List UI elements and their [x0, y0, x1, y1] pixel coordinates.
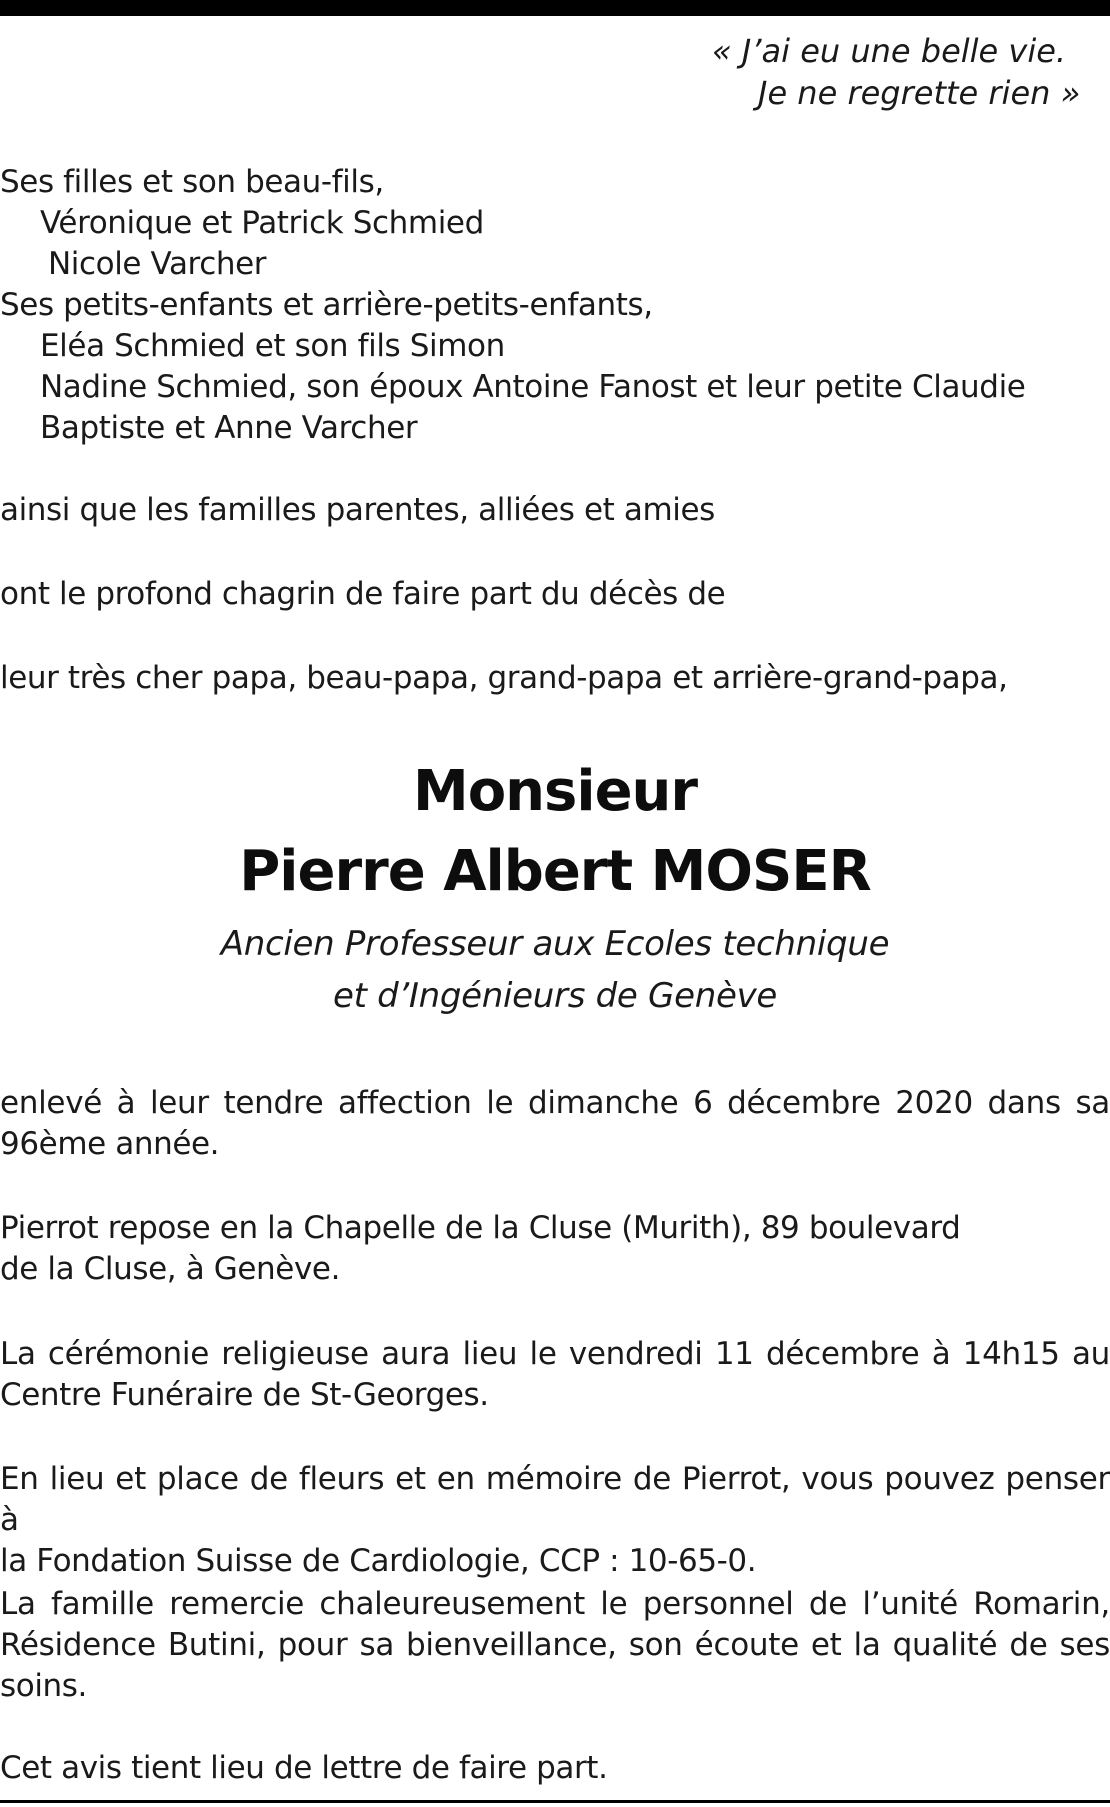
paragraph-line: soins.	[0, 1668, 87, 1704]
paragraph-line: enlevé à leur tendre affection le dimanche 6 décembre 2020 dans sa	[0, 1085, 1110, 1121]
family-member: Nicole Varcher	[48, 246, 267, 282]
death-paragraph	[0, 1083, 1110, 1165]
family-member: Eléa Schmied et son fils Simon	[40, 328, 505, 364]
top-rule	[0, 0, 1110, 16]
paragraph-line: La famille remercie chaleureusement le personnel de l’unité Romarin,	[0, 1586, 1110, 1622]
ceremony-paragraph	[0, 1334, 1110, 1416]
closing-line: Cet avis tient lieu de lettre de faire part.	[0, 1750, 608, 1786]
title-line: Ancien Professeur aux Ecoles technique	[220, 924, 890, 964]
relation-line: leur très cher papa, beau-papa, grand-papa et arrière-grand-papa,	[0, 660, 1008, 696]
paragraph-line: 96ème année.	[0, 1126, 220, 1162]
epigraph-quote-line1: « J’ai eu une belle vie.	[712, 32, 1067, 70]
deceased-name: Pierre Albert MOSER	[239, 839, 871, 904]
family-member: Baptiste et Anne Varcher	[40, 410, 418, 446]
deceased-title	[0, 918, 1110, 1022]
paragraph-line: La cérémonie religieuse aura lieu le vendredi 11 décembre à 14h15 au	[0, 1336, 1110, 1372]
title-line: et d’Ingénieurs de Genève	[332, 976, 778, 1016]
grandchildren-heading: Ses petits-enfants et arrière-petits-enfants,	[0, 287, 653, 323]
paragraph-line: de la Cluse, à Genève.	[0, 1251, 341, 1287]
family-list	[0, 162, 1110, 449]
paragraph-line: En lieu et place de fleurs et en mémoire de Pierrot, vous pouvez penser à	[0, 1461, 1110, 1538]
families-line: ainsi que les familles parentes, alliées et amies	[0, 492, 715, 528]
paragraph-line: la Fondation Suisse de Cardiologie, CCP : 10-65-0.	[0, 1543, 757, 1579]
announcement-line: ont le profond chagrin de faire part du décès de	[0, 576, 726, 612]
donation-paragraph	[0, 1459, 1110, 1582]
deceased-block	[0, 752, 1110, 912]
paragraph-line: Centre Funéraire de St-Georges.	[0, 1377, 489, 1413]
daughters-heading: Ses filles et son beau-fils,	[0, 164, 384, 200]
bottom-rule	[0, 1800, 1110, 1803]
rest-paragraph	[0, 1208, 1110, 1290]
family-member: Véronique et Patrick Schmied	[40, 205, 484, 241]
family-member: Nadine Schmied, son époux Antoine Fanost et leur petite Claudie	[40, 369, 1026, 405]
epigraph-quote-line2: Je ne regrette rien »	[758, 74, 1081, 112]
honorific: Monsieur	[412, 759, 698, 824]
thanks-paragraph	[0, 1584, 1110, 1707]
paragraph-line: Pierrot repose en la Chapelle de la Cluse (Murith), 89 boulevard	[0, 1210, 961, 1246]
paragraph-line: Résidence Butini, pour sa bienveillance, son écoute et la qualité de ses	[0, 1627, 1110, 1663]
